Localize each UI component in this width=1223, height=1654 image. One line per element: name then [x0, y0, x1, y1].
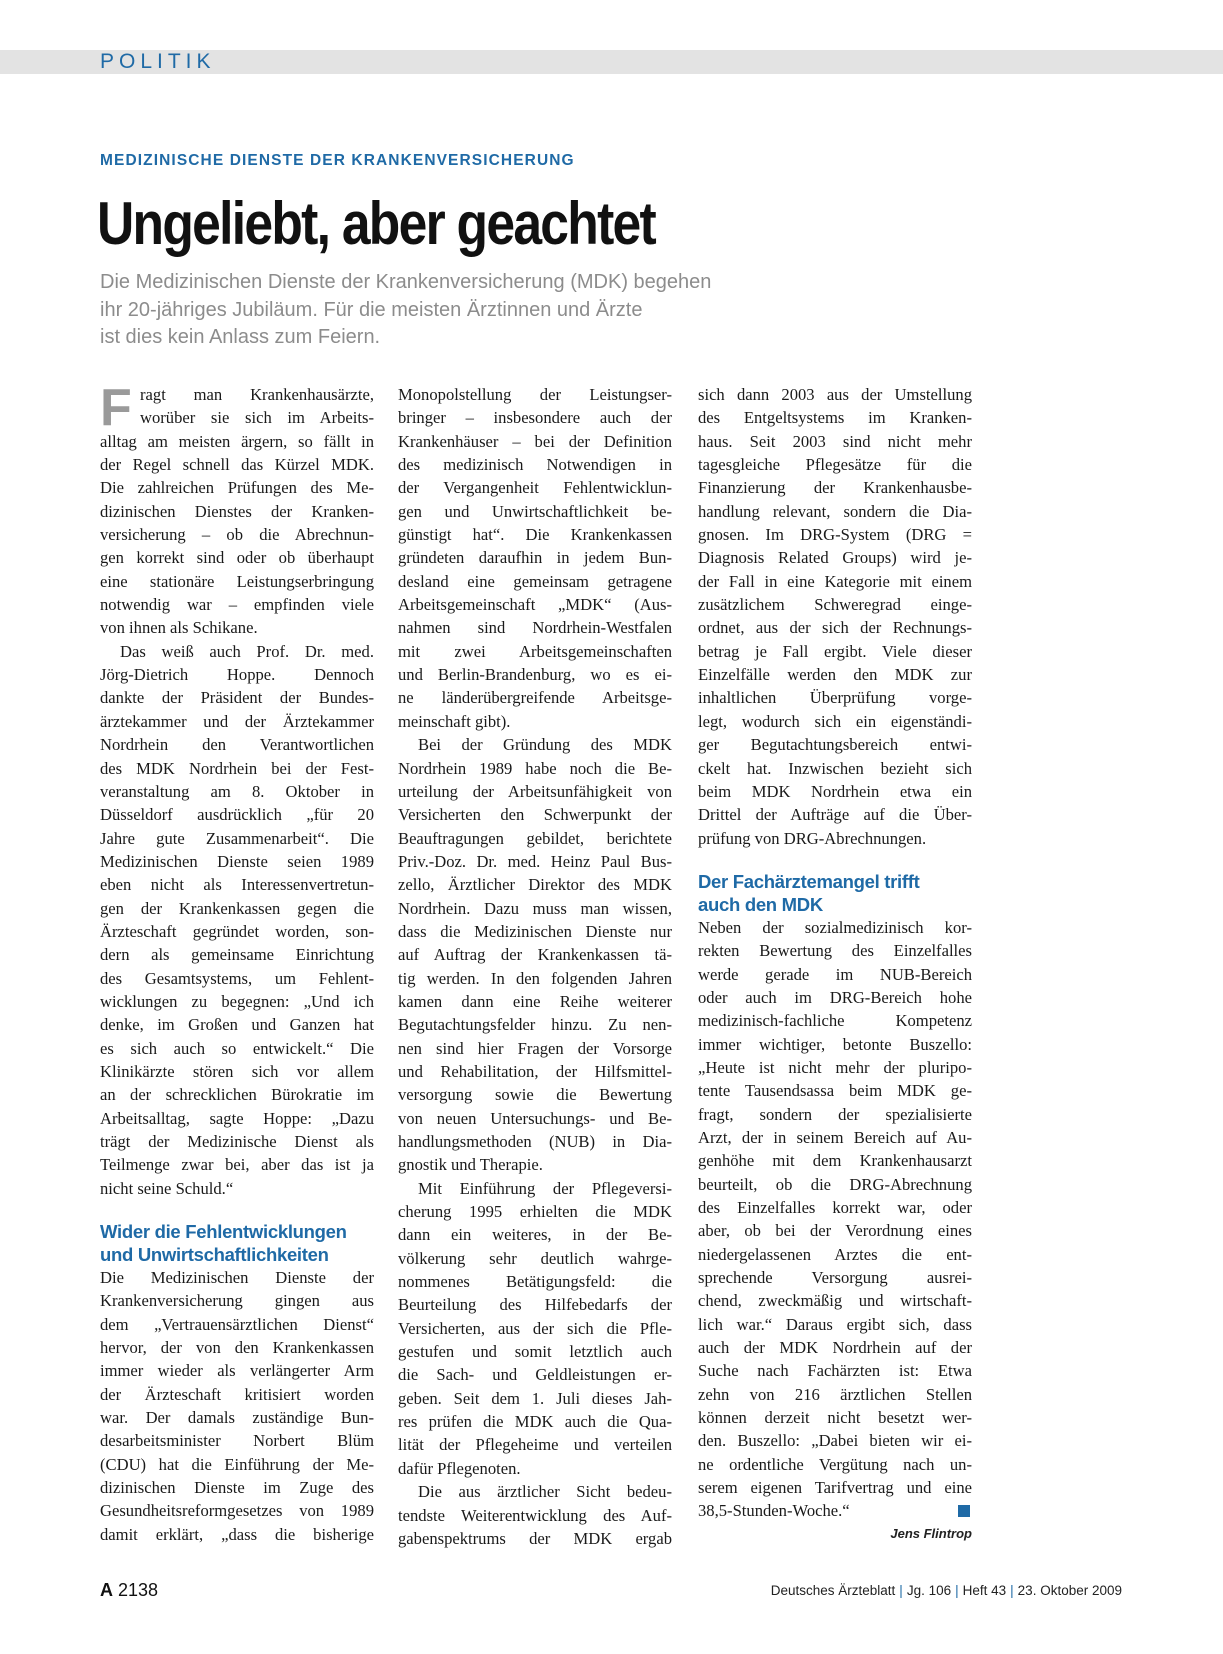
text-line: versicherung – ob die Abrechnun- — [100, 525, 374, 545]
text-line: gründeten daraufhin in jedem Bun- — [398, 548, 672, 568]
text-line: zusätzlichem Schweregrad einge- — [698, 595, 972, 615]
text-line: cherung 1995 erhielten die MDK — [398, 1202, 672, 1222]
text-line: beurteilt, ob die DRG-Abrechnung — [698, 1174, 972, 1194]
text-line: trägt der Medizinische Dienst als — [100, 1132, 374, 1151]
volume: Jg. 106 — [906, 1583, 952, 1598]
text-line: der Ärzteschaft kritisiert worden — [100, 1384, 374, 1404]
text-line: Drittel der Aufträge auf die Über- — [698, 805, 972, 825]
text-line: und Rehabilitation, der Hilfsmittel- — [398, 1061, 672, 1081]
text-line: 38,5-Stunden-Woche.“ — [698, 1499, 972, 1522]
text-line: beim MDK Nordrhein etwa ein — [698, 781, 972, 801]
publication-name: Deutsches Ärzteblatt — [770, 1583, 896, 1598]
text-line: tig werden. In den folgenden Jahren — [398, 968, 672, 988]
drop-cap: F — [100, 379, 132, 437]
paragraph — [100, 1266, 374, 1546]
text-line: lität der Pflegeheime und verteilen — [398, 1435, 672, 1455]
text-line: niedergelassenen Arztes die ent- — [698, 1244, 972, 1264]
text-line: gestufen und somit letztlich auch — [398, 1342, 672, 1362]
text-line: tagesgleiche Pflegesätze für die — [698, 455, 972, 475]
text-line: hervor, der von den Krankenkassen — [100, 1338, 374, 1358]
text-line: betrag je Fall ergibt. Viele dieser — [698, 641, 972, 661]
text-line: zehn von 216 ärztlichen Stellen — [698, 1384, 972, 1404]
text-line: gnosen. Im DRG-System (DRG = — [698, 525, 972, 545]
subheading: Der Fachärztemangel trifft auch den MDK — [698, 870, 920, 915]
text-line: Suche nach Fachärzten ist: Etwa — [698, 1361, 972, 1381]
text-line: mit zwei Arbeitsgemeinschaften — [398, 641, 672, 661]
text-line: bringer – insbesondere auch der — [398, 408, 672, 428]
text-line: zello, Ärztlicher Direktor des MDK — [398, 875, 672, 895]
text-line: Beauftragungen gebildet, berichtete — [398, 828, 672, 848]
text-line: Teilmenge zwar bei, aber das ist ja — [100, 1155, 374, 1175]
publication-footer: Deutsches Ärzteblatt | Jg. 106 | Heft 43 | 23. Oktober 2009 — [770, 1583, 1122, 1598]
text-line: ckelt hat. Inzwischen bezieht sich — [698, 758, 972, 778]
text-line: prüfung von DRG-Abrechnungen. — [698, 828, 927, 848]
text-line: kamen dann eine Reihe weiterer — [398, 991, 672, 1011]
text-line: tendste Weiterentwicklung des Auf- — [398, 1505, 672, 1525]
subheading: Wider die Fehlentwicklungen und Unwirtschaftlichkeiten — [100, 1221, 347, 1266]
text-line: denke, im Großen und Ganzen hat — [100, 1015, 374, 1035]
author-byline: Jens Flintrop — [890, 1525, 972, 1541]
text-line: Düsseldorf ausdrücklich „für 20 — [100, 805, 374, 825]
text-line: Gesundheitsreformgesetzes von 1989 — [100, 1501, 374, 1521]
text-line: Finanzierung der Krankenhausbe- — [698, 478, 972, 498]
text-line: von neuen Untersuchungs- und Be- — [398, 1108, 672, 1128]
edition-letter: A — [100, 1580, 113, 1600]
text-line: gen der Krankenkassen gegen die — [100, 898, 374, 918]
text-line: damit erklärt, „dass die bisherige — [100, 1524, 374, 1544]
text-line: notwendig war – empfinden viele — [100, 595, 374, 615]
text-line: Die aus ärztlicher Sicht bedeu- — [418, 1482, 672, 1502]
text-line: Krankenversicherung gingen aus — [100, 1291, 374, 1311]
text-line: Neben der sozialmedizinisch kor- — [698, 917, 972, 937]
text-line: tente Tausendsassa beim MDK ge- — [698, 1081, 972, 1101]
text-line: ne länderübergreifende Arbeitsge- — [398, 688, 672, 708]
page-number — [100, 1580, 158, 1601]
text-line: des Entgeltsystems im Kranken- — [698, 408, 972, 428]
text-line: urteilung der Arbeitsunfähigkeit von — [398, 781, 672, 801]
text-line: geben. Seit dem 1. Juli dieses Jah- — [398, 1388, 672, 1408]
text-line: Versicherten, aus der sich die Pfle- — [398, 1318, 672, 1338]
page-number-value: 2138 — [118, 1580, 159, 1600]
text-line: Krankenhäuser – bei der Definition — [398, 431, 672, 451]
article-column-1 — [100, 379, 374, 1546]
text-line: nen sind hier Fragen der Vorsorge — [398, 1038, 672, 1058]
text-line: Die Medizinischen Dienste der — [100, 1268, 374, 1288]
paragraph — [398, 383, 672, 733]
paragraph — [398, 1177, 672, 1480]
text-line: dafür Pflegenoten. — [398, 1458, 521, 1478]
headline: Ungeliebt, aber geachtet — [97, 190, 655, 257]
text-line: aber, ob bei der Verordnung eines — [698, 1221, 972, 1241]
text-line: Nordrhein. Dazu muss man wissen, — [398, 898, 672, 918]
text-line: Jahre gute Zusammenarbeit“. Die — [100, 828, 374, 848]
text-line: Das weiß auch Prof. Dr. med. — [120, 641, 374, 661]
text-line: versorgung sowie die Bewertung — [398, 1085, 672, 1105]
text-line: Medizinischen Dienste seien 1989 — [100, 851, 374, 871]
text-line: werde gerade im NUB-Bereich — [698, 964, 972, 984]
standfirst-line: ihr 20-jähriges Jubiläum. Für die meisten Ärztinnen und Ärzte — [100, 298, 643, 321]
text-line: die Sach- und Geldleistungen er- — [398, 1365, 672, 1385]
text-line: ordnet, aus der sich der Rechnungs- — [698, 618, 972, 638]
text-line: meinschaft gibt). — [398, 711, 511, 731]
text-line: res prüfen die MDK auch die Qua- — [398, 1412, 672, 1432]
paragraph — [398, 1480, 672, 1550]
text-line: dem „Vertrauensärztlichen Dienst“ — [100, 1314, 374, 1334]
text-line: fragt, sondern der spezialisierte — [698, 1104, 972, 1124]
text-line: an der schrecklichen Bürokratie im — [100, 1085, 374, 1105]
text-line: nicht seine Schuld.“ — [100, 1178, 234, 1198]
text-line: Nordrhein 1989 habe noch die Be- — [398, 758, 672, 778]
text-line: ger Begutachtungsbereich entwi- — [698, 735, 972, 755]
text-line: Versicherten den Schwerpunkt der — [398, 805, 672, 825]
standfirst — [100, 269, 820, 352]
text-line: Arbeitsalltag, sagte Hoppe: „Dazu — [100, 1108, 374, 1128]
article-column-3 — [698, 383, 972, 1545]
text-line: immer wieder als verlängerter Arm — [100, 1361, 374, 1381]
text-line: Priv.-Doz. Dr. med. Heinz Paul Bus- — [398, 851, 672, 871]
text-line: „Heute ist nicht mehr der pluripo- — [698, 1057, 972, 1077]
text-line: legt, wodurch sich ein eigenständi- — [698, 711, 972, 731]
section-label: POLITIK — [100, 50, 216, 73]
text-line: der Fall in eine Kategorie mit einem — [698, 571, 972, 591]
text-line: des medizinisch Notwendigen in — [398, 455, 672, 475]
paragraph — [698, 383, 972, 850]
text-line: des MDK Nordrhein bei der Fest- — [100, 758, 374, 778]
text-line: Klinikärzte stören sich vor allem — [100, 1061, 374, 1081]
text-line: Mit Einführung der Pflegeversi- — [418, 1178, 672, 1198]
text-line: dankte der Präsident der Bundes- — [100, 688, 374, 708]
text-line: worüber sie sich im Arbeits- — [140, 408, 374, 428]
text-line: Beurteilung des Hilfebedarfs der — [398, 1295, 672, 1315]
text-line: Bei der Gründung des MDK — [418, 735, 672, 755]
text-line: auch der MDK Nordrhein auf der — [698, 1338, 972, 1358]
paragraph — [100, 379, 374, 640]
text-line: Jörg-Dietrich Hoppe. Dennoch — [100, 665, 374, 685]
text-line: dann ein weiteres, in der Be- — [398, 1225, 672, 1245]
text-line: auf Auftrag der Krankenkassen tä- — [398, 945, 672, 965]
text-line: sich dann 2003 aus der Umstellung — [698, 385, 972, 404]
text-line: veranstaltung am 8. Oktober in — [100, 781, 374, 801]
paragraph — [398, 733, 672, 1177]
text-line: dizinischen Dienstes der Kranken- — [100, 501, 374, 521]
text-line: haus. Seit 2003 sind nicht mehr — [698, 431, 972, 451]
text-line: der Vergangenheit Fehlentwicklun- — [398, 478, 672, 498]
text-line: Begutachtungsfelder hinzu. Zu nen- — [398, 1015, 672, 1035]
text-line: eben nicht als Interessenvertretun- — [100, 875, 374, 895]
text-line: inhaltlichen Überprüfung vorge- — [698, 688, 972, 708]
text-line: dizinischen Dienste im Zuge des — [100, 1478, 374, 1498]
text-line: rekten Bewertung des Einzelfalles — [698, 941, 972, 961]
text-line: günstigt hat“. Die Krankenkassen — [398, 525, 672, 545]
text-line: ne ordentliche Vergütung nach un- — [698, 1454, 972, 1474]
text-line: Arzt, der in seinem Bereich auf Au- — [698, 1127, 972, 1147]
standfirst-line: ist dies kein Anlass zum Feiern. — [100, 326, 381, 348]
text-line: nahmen sind Nordrhein-Westfalen — [398, 618, 672, 638]
date: 23. Oktober 2009 — [1017, 1583, 1122, 1598]
text-line: Diagnosis Related Groups) wird je- — [698, 548, 972, 568]
text-line: können derzeit nicht besetzt wer- — [698, 1408, 972, 1428]
text-line: gen und Unwirtschaftlichkeit be- — [398, 501, 672, 521]
text-line: medizinisch-fachliche Kompetenz — [698, 1011, 972, 1031]
text-line: handlungsmethoden (NUB) in Dia- — [398, 1132, 672, 1151]
text-line: Die zahlreichen Prüfungen des Me- — [100, 478, 374, 498]
text-line: dern als gemeinsame Einrichtung — [100, 945, 374, 965]
text-line: den. Buszello: „Dabei bieten wir ei- — [698, 1431, 972, 1451]
text-line: alltag am meisten ärgern, so fällt in — [100, 431, 374, 451]
article-column-2 — [398, 383, 672, 1550]
text-line: wicklungen zu begegnen: „Und ich — [100, 991, 374, 1011]
kicker: MEDIZINISCHE DIENSTE DER KRANKENVERSICHERUNG — [100, 152, 575, 169]
text-line: von ihnen als Schikane. — [100, 618, 258, 638]
issue: Heft 43 — [962, 1583, 1007, 1598]
text-line: oder auch im DRG-Bereich hohe — [698, 987, 972, 1007]
text-line: desland eine gemeinsam getragene — [398, 571, 672, 591]
text-line: genhöhe mit dem Krankenhausarzt — [698, 1151, 972, 1171]
paragraph — [100, 640, 374, 1200]
paragraph — [698, 916, 972, 1523]
text-line: Arbeitsgemeinschaft „MDK“ (Aus- — [398, 595, 672, 615]
text-line: Monopolstellung der Leistungser- — [398, 385, 672, 404]
text-line: war. Der damals zuständige Bun- — [100, 1408, 374, 1428]
text-line: des Einzelfalles korrekt war, oder — [698, 1198, 972, 1217]
text-line: es sich auch so entwickelt.“ Die — [100, 1038, 374, 1058]
text-line: Ärzteschaft gegründet worden, son- — [100, 921, 374, 941]
end-mark-icon — [958, 1505, 970, 1517]
text-line: dass die Medizinischen Dienste nur — [398, 921, 672, 941]
text-line: immer wichtiger, betonte Buszello: — [698, 1034, 972, 1054]
text-line: der Regel schnell das Kürzel MDK. — [100, 455, 374, 475]
text-line: und Berlin-Brandenburg, wo es ei- — [398, 665, 672, 685]
text-line: gnostik und Therapie. — [398, 1155, 543, 1175]
text-line: eine stationäre Leistungserbringung — [100, 571, 374, 591]
text-line: serem eigenen Tarifvertrag und eine — [698, 1478, 972, 1498]
text-line: völkerung sehr deutlich wahrge- — [398, 1248, 672, 1268]
text-line: ärztekammer und der Ärztekammer — [100, 711, 374, 731]
text-line: desarbeitsminister Norbert Blüm — [100, 1431, 374, 1451]
text-line: Einzelfälle werden den MDK zur — [698, 665, 972, 685]
text-line: des Gesamtsystems, um Fehlent- — [100, 968, 374, 988]
text-line: gen korrekt sind oder ob überhaupt — [100, 548, 374, 568]
text-line: gabenspektrums der MDK ergab — [398, 1528, 672, 1548]
text-line: ragt man Krankenhausärzte, — [140, 385, 374, 404]
text-line: (CDU) hat die Einführung der Me- — [100, 1454, 374, 1474]
text-line: Nordrhein den Verantwortlichen — [100, 735, 374, 755]
standfirst-line: Die Medizinischen Dienste der Krankenversicherung (MDK) begehen — [100, 271, 712, 293]
text-line: nommenes Betätigungsfeld: die — [398, 1272, 672, 1292]
text-line: lich war.“ Daraus ergibt sich, dass — [698, 1314, 972, 1334]
text-line: chend, zweckmäßig und wirtschaft- — [698, 1291, 972, 1311]
text-line: sprechende Versorgung ausrei- — [698, 1268, 972, 1288]
text-line: handlung relevant, sondern die Dia- — [698, 501, 972, 521]
